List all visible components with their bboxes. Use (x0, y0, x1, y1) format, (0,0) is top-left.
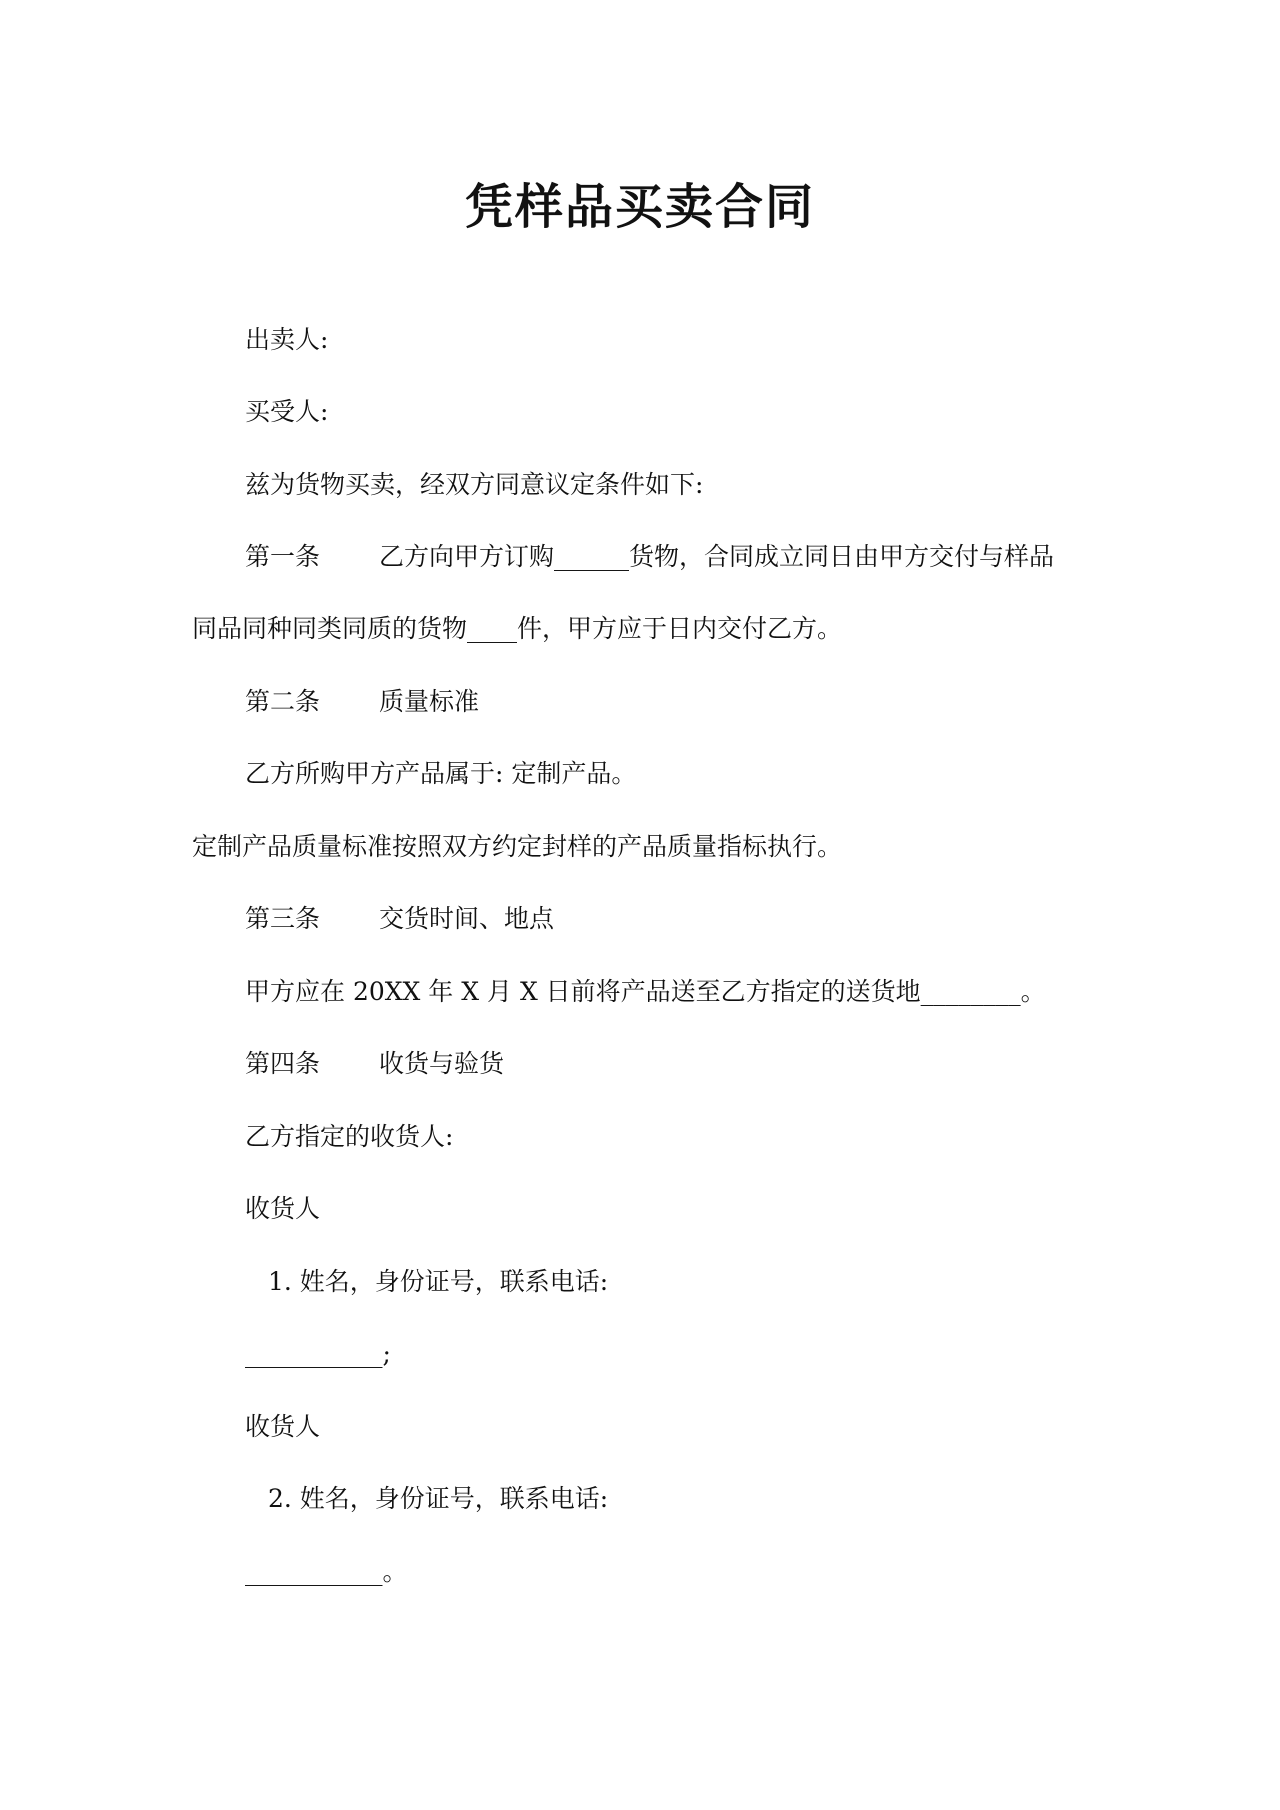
article1-line1 (245, 540, 1054, 574)
article4-heading-line (245, 1047, 504, 1081)
receiver2-blank: ___________。 (245, 1557, 408, 1586)
article2-para2: 定制产品质量标准按照双方约定封样的产品质量指标执行。 (192, 832, 843, 861)
receiver2-label: 收货人 (245, 1412, 321, 1441)
article4-label: 第四条 (245, 1049, 321, 1078)
article2-heading-line (245, 685, 479, 719)
article3-para1: 甲方应在 20XX 年 X 月 X 日前将产品送至乙方指定的送货地________。 (245, 977, 1046, 1006)
article1-text-line2: 同品同种同类同质的货物____件，甲方应于日内交付乙方。 (192, 614, 843, 643)
buyer-label: 买受人: (245, 397, 329, 426)
receiver1-item: 1. 姓名，身份证号，联系电话: (268, 1267, 609, 1296)
receiver1-blank: ___________; (245, 1339, 391, 1368)
article4-heading: 收货与验货 (379, 1049, 505, 1078)
article3-heading: 交货时间、地点 (379, 904, 555, 933)
seller-label: 出卖人: (245, 325, 329, 354)
article3-label: 第三条 (245, 904, 321, 933)
document-title: 凭样品买卖合同 (464, 179, 815, 235)
article3-heading-line (245, 902, 554, 936)
article1-label: 第一条 (245, 542, 321, 571)
receiver2-item: 2. 姓名，身份证号，联系电话: (268, 1484, 609, 1513)
receiver1-label: 收货人 (245, 1194, 321, 1223)
article2-heading: 质量标准 (379, 687, 480, 716)
article2-para1: 乙方所购甲方产品属于: 定制产品。 (245, 759, 637, 788)
article1-text-line1: 乙方向甲方订购______货物，合同成立同日由甲方交付与样品 (379, 542, 1055, 571)
article2-label: 第二条 (245, 687, 321, 716)
article4-para1: 乙方指定的收货人: (245, 1122, 454, 1151)
intro-text: 兹为货物买卖，经双方同意议定条件如下: (245, 470, 704, 499)
